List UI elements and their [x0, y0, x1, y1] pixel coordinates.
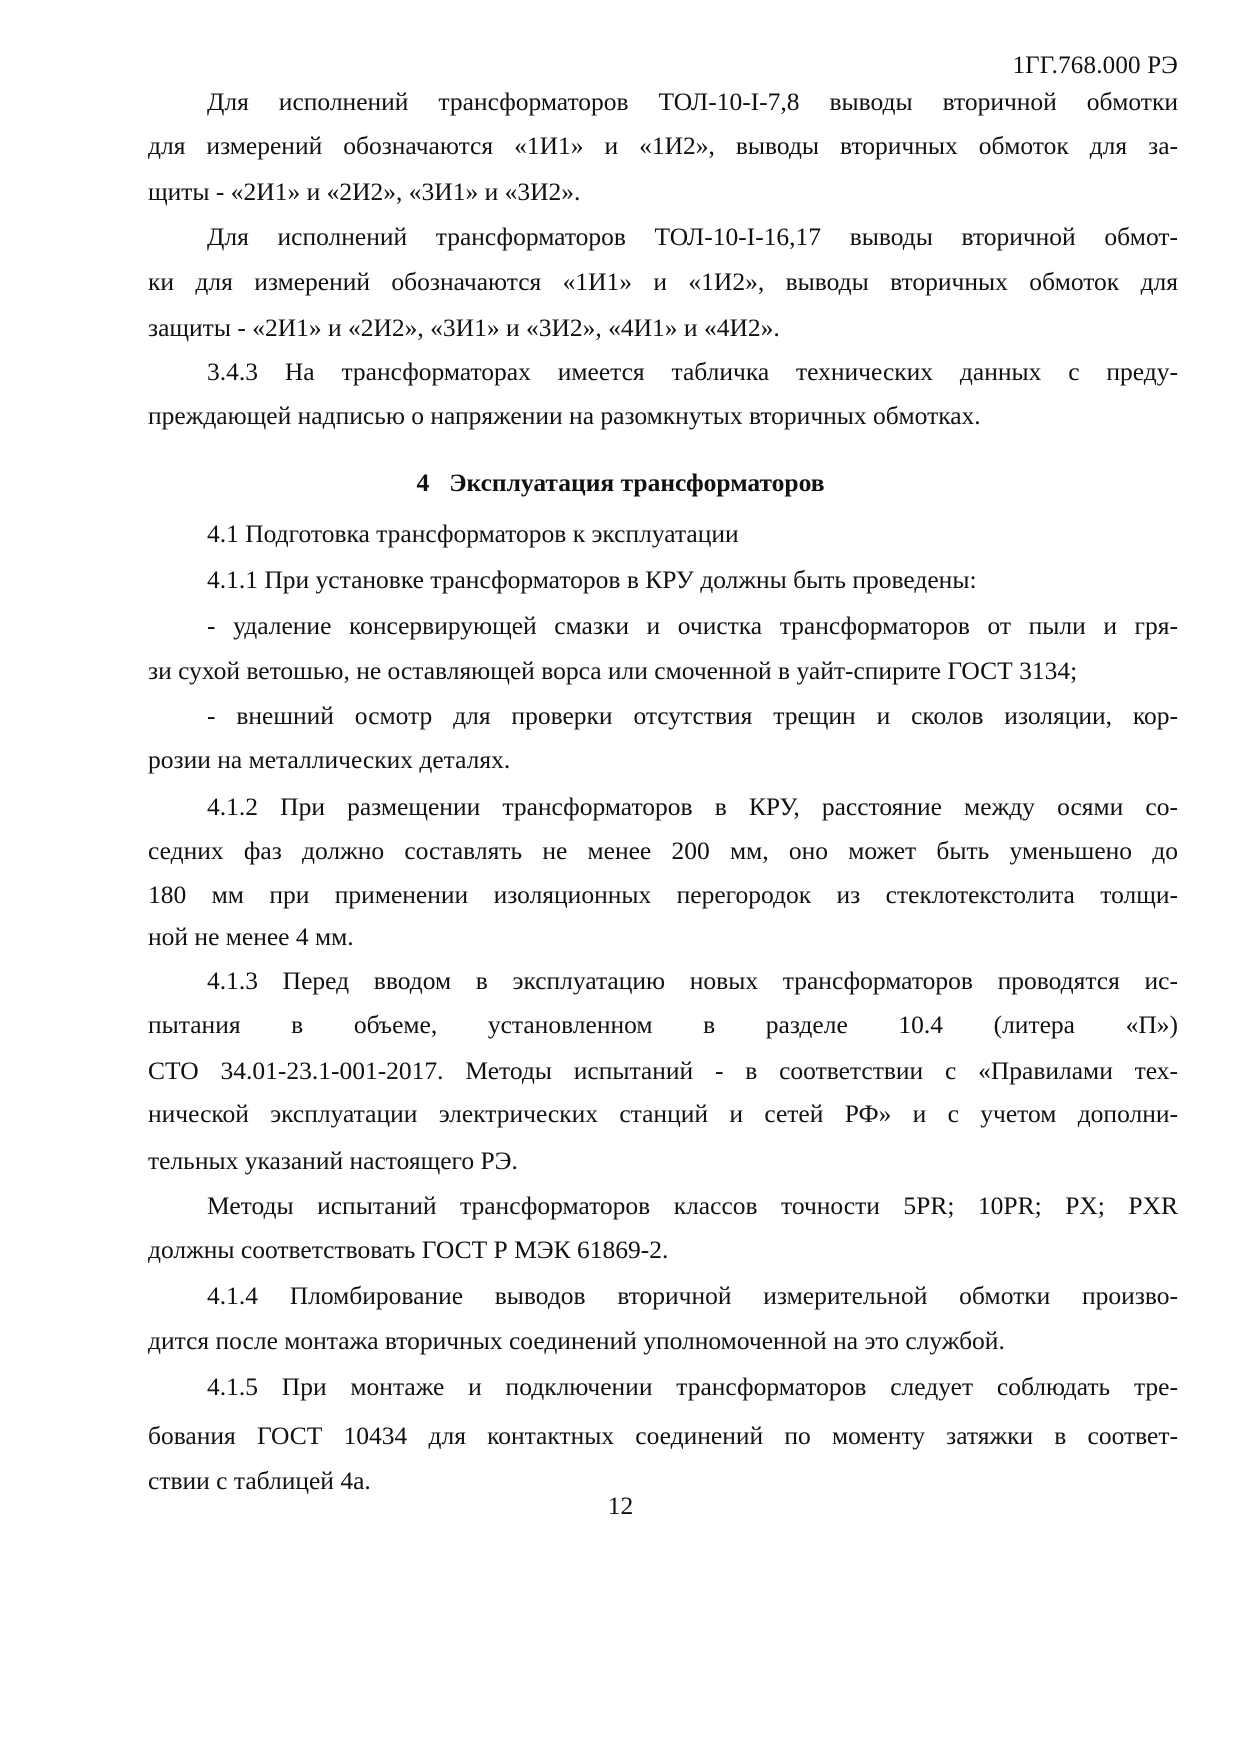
paragraph-line: Методы испытаний трансформаторов классов точности 5PR; 10PR; PX; PXR	[207, 1191, 1178, 1220]
list-item-line: розии на металлических деталях.	[148, 745, 511, 774]
subsection-heading: 4.1 Подготовка трансформаторов к эксплуатации	[207, 519, 739, 548]
paragraph-line: тельных указаний настоящего РЭ.	[148, 1146, 518, 1175]
paragraph-line: 180 мм при применении изоляционных перегородок из стеклотекстолита толщи-	[148, 880, 1178, 909]
paragraph-line: щиты - «2И1» и «2И2», «3И1» и «3И2».	[148, 177, 581, 206]
paragraph-line: седних фаз должно составлять не менее 200 мм, оно может быть уменьшено до	[148, 836, 1178, 865]
paragraph-line: бования ГОСТ 10434 для контактных соединений по моменту затяжки в соответ-	[148, 1421, 1178, 1450]
paragraph-line: дится после монтажа вторичных соединений уполномоченной на это службой.	[148, 1326, 1005, 1355]
section-heading	[0, 468, 1241, 498]
paragraph-line: ки для измерений обозначаются «1И1» и «1И2», выводы вторичных обмоток для	[148, 267, 1178, 296]
page-number: 12	[607, 1491, 634, 1520]
paragraph-line: ствии с таблицей 4а.	[148, 1466, 371, 1495]
paragraph-line: 4.1.1 При установке трансформаторов в КРУ должны быть проведены:	[207, 565, 977, 594]
section-number: 4	[416, 468, 430, 497]
paragraph-line: ной не менее 4 мм.	[148, 922, 354, 951]
paragraph-line: должны соответствовать ГОСТ Р МЭК 61869-2.	[148, 1235, 669, 1264]
list-item-line: - внешний осмотр для проверки отсутствия трещин и сколов изоляции, кор-	[207, 701, 1178, 730]
paragraph-line: преждающей надписью о напряжении на разомкнутых вторичных обмотках.	[148, 401, 981, 430]
paragraph-line: пытания в объеме, установленном в разделе 10.4 (литера «П»)	[148, 1010, 1178, 1039]
paragraph-line: 4.1.4 Пломбирование выводов вторичной измерительной обмотки произво-	[207, 1281, 1178, 1310]
list-item-line: - удаление консервирующей смазки и очистка трансформаторов от пыли и гря-	[207, 611, 1178, 640]
paragraph-line: 4.1.2 При размещении трансформаторов в КРУ, расстояние между осями со-	[207, 792, 1178, 821]
paragraph-line: СТО 34.01-23.1-001-2017. Методы испытаний - в соответствии с «Правилами тех-	[148, 1056, 1178, 1085]
section-title: Эксплуатация трансформаторов	[449, 468, 825, 497]
paragraph-line: 4.1.3 Перед вводом в эксплуатацию новых трансформаторов проводятся ис-	[207, 966, 1178, 995]
paragraph-line: 3.4.3 На трансформаторах имеется табличка технических данных с преду-	[207, 357, 1178, 386]
paragraph-line: для измерений обозначаются «1И1» и «1И2», выводы вторичных обмоток для за-	[148, 131, 1178, 160]
paragraph-line: защиты - «2И1» и «2И2», «3И1» и «3И2», «4И1» и «4И2».	[148, 313, 780, 342]
document-code: 1ГГ.768.000 РЭ	[1012, 52, 1178, 79]
paragraph-line: 4.1.5 При монтаже и подключении трансформаторов следует соблюдать тре-	[207, 1372, 1178, 1401]
paragraph-line: Для исполнений трансформаторов ТОЛ-10-I-7,8 выводы вторичной обмотки	[207, 87, 1178, 116]
paragraph-line: нической эксплуатации электрических станций и сетей РФ» и с учетом дополни-	[148, 1099, 1178, 1128]
paragraph-line: Для исполнений трансформаторов ТОЛ-10-I-16,17 выводы вторичной обмот-	[207, 222, 1178, 251]
list-item-line: зи сухой ветошью, не оставляющей ворса или смоченной в уайт-спирите ГОСТ 3134;	[148, 656, 1078, 685]
